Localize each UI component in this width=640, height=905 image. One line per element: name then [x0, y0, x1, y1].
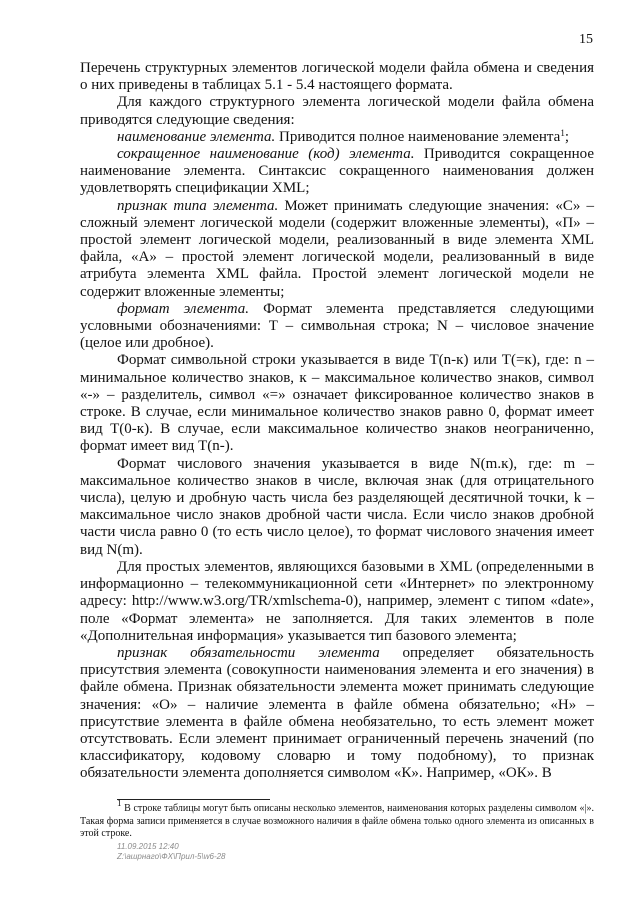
paragraph: Для простых элементов, являющихся базовыми в XML (определенными в информационно – телекоммуникационной сети «Интернет» по электронному адресу: http://www.w3.org/TR/xmlschema-0), например, элемент с типом «date», поле «Формат элемента» не заполняется. Для таких элементов в поле «Дополнительная информация» указывается тип базового элемента;: [80, 558, 594, 644]
term: признак типа элемента.: [117, 197, 279, 214]
footnote-ref[interactable]: 1: [560, 127, 565, 138]
paragraph: Формат символьной строки указывается в виде Т(n-к) или Т(=к), где: n – минимальное количество знаков, к – максимальное количество знаков, символ «-» – разделитель, символ «=» означает фиксированное количество знаков в строке. В случае, если минимальное количество знаков равно 0, формат имеет вид Т(0-к). В случае, если максимальное количество знаков неограниченно, формат имеет вид Т(n-).: [80, 352, 594, 455]
stamp-path: Z:\ашрнаго\ФХ\Прил-5\w6-28: [117, 852, 226, 861]
paragraph: [80, 146, 594, 198]
page-number: 15: [579, 32, 593, 47]
paragraph: [80, 645, 594, 783]
definition: Формат элемента представляется следующими условными обозначениями: Т – символьная строка; N – числовое значение (целое или дробное).: [80, 300, 594, 352]
footnote-divider: [117, 799, 270, 800]
definition-end: ;: [564, 128, 569, 145]
paragraph: [80, 129, 594, 146]
term: наименование элемента.: [117, 128, 276, 145]
paragraph: [80, 301, 594, 353]
paragraph: Для каждого структурного элемента логической модели файла обмена приводятся следующие сведения:: [80, 94, 594, 128]
definition: Приводится сокращенное наименование элемента. Синтаксис сокращенного наименования должен удовлетворять спецификации XML;: [80, 146, 594, 197]
footnote-text: В строке таблицы могут быть описаны несколько элементов, наименования которых разделены символом «|». Такая форма записи применяется в случае возможного наличия в файле обмена только одного элемента из описанных в этой строке.: [80, 803, 594, 839]
file-stamp: [117, 842, 226, 862]
definition: Может принимать следующие значения: «С» – сложный элемент логической модели (содержит вложенные элементы), «П» – простой элемент логической модели, реализованный в виде элемента XML файла, «А» – простой элемент логической модели, реализованный в виде атрибута элемента XML файла. Простой элемент логической модели не содержит вложенные элементы;: [80, 197, 594, 300]
stamp-date: 11.09.2015 12:40: [117, 842, 179, 851]
paragraph: Формат числового значения указывается в виде N(m.к), где: m – максимальное количество знаков в числе, включая знак (для отрицательного числа), целую и дробную часть числа без разделяющей десятичной точки, k – максимальное число знаков дробной части числа. Если число знаков дробной части числа равно 0 (то есть число целое), то формат числового значения имеет вид N(m).: [80, 455, 594, 558]
definition: Приводится полное наименование элемента: [275, 128, 561, 145]
definition: определяет обязательность присутствия элемента (совокупности наименования элемента и его значения) в файле обмена. Признак обязательности элемента может принимать следующие значения: «О» – наличие элемента в файле обмена обязательно; «Н» – присутствие элемента в файле обмена необязательно, то есть элемент может отсутствовать. Если элемент принимает ограниченный перечень значений (по классификатору, кодовому словарю и тому подобному), то признак обязательности элемента дополняется символом «К». Например, «ОК». В: [80, 644, 594, 782]
footnote-marker: 1: [117, 798, 122, 808]
paragraph: Перечень структурных элементов логической модели файла обмена и сведения о них приведены в таблицах 5.1 - 5.4 настоящего формата.: [80, 60, 594, 94]
term: формат элемента.: [117, 300, 250, 317]
term: сокращенное наименование (код) элемента.: [117, 146, 415, 163]
body-text: [80, 60, 594, 783]
paragraph: [80, 198, 594, 301]
term: признак обязательности элемента: [117, 644, 380, 661]
footnote: [80, 798, 594, 841]
